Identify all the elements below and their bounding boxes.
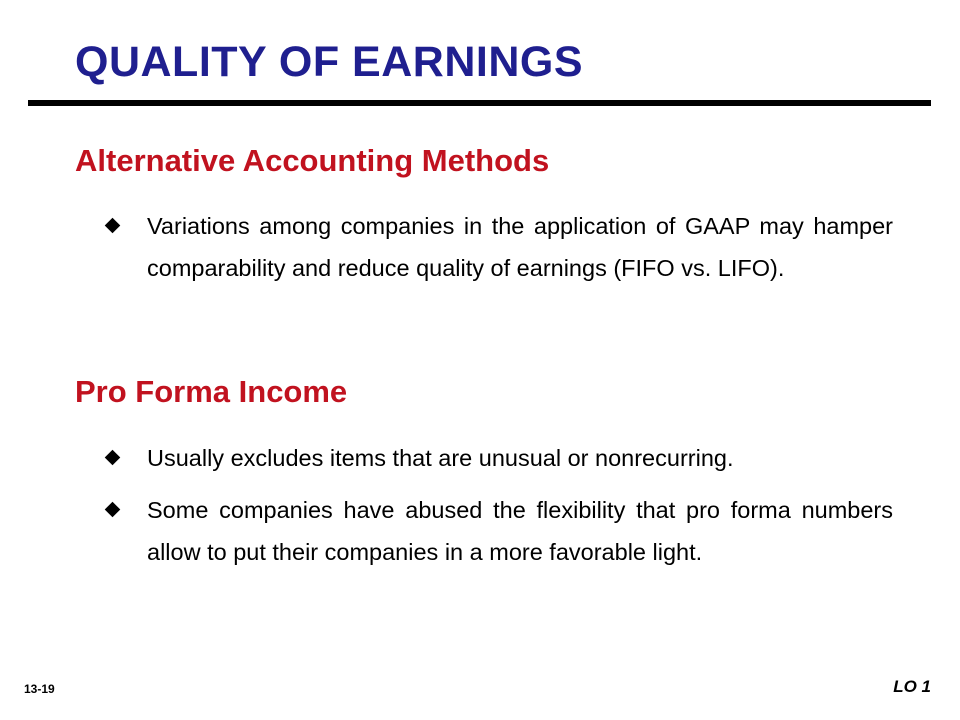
bullet-text: Usually excludes items that are unusual or nonrecurring. [147, 445, 734, 471]
pro-forma-bullet-list [103, 437, 893, 573]
alternative-accounting-bullet-list [103, 205, 893, 289]
diamond-bullet-icon [105, 502, 121, 518]
section-heading-pro-forma-income: Pro Forma Income [75, 374, 348, 409]
bullet-text: Some companies have abused the flexibility that pro forma numbers allow to put their companies in a more favorable light. [147, 497, 893, 565]
diamond-bullet-icon [105, 218, 121, 234]
section-heading-alternative-accounting: Alternative Accounting Methods [75, 143, 550, 178]
bullet-item [103, 437, 893, 479]
learning-objective-label: LO 1 [893, 677, 931, 696]
bullet-text: Variations among companies in the application of GAAP may hamper comparability and reduce quality of earnings (FIFO vs. LIFO). [147, 213, 893, 281]
bullet-item [103, 205, 893, 289]
slide-title: QUALITY OF EARNINGS [75, 38, 584, 86]
bullet-item [103, 489, 893, 573]
diamond-bullet-icon [105, 450, 121, 466]
slide-number: 13-19 [24, 682, 55, 696]
title-divider [28, 100, 931, 106]
